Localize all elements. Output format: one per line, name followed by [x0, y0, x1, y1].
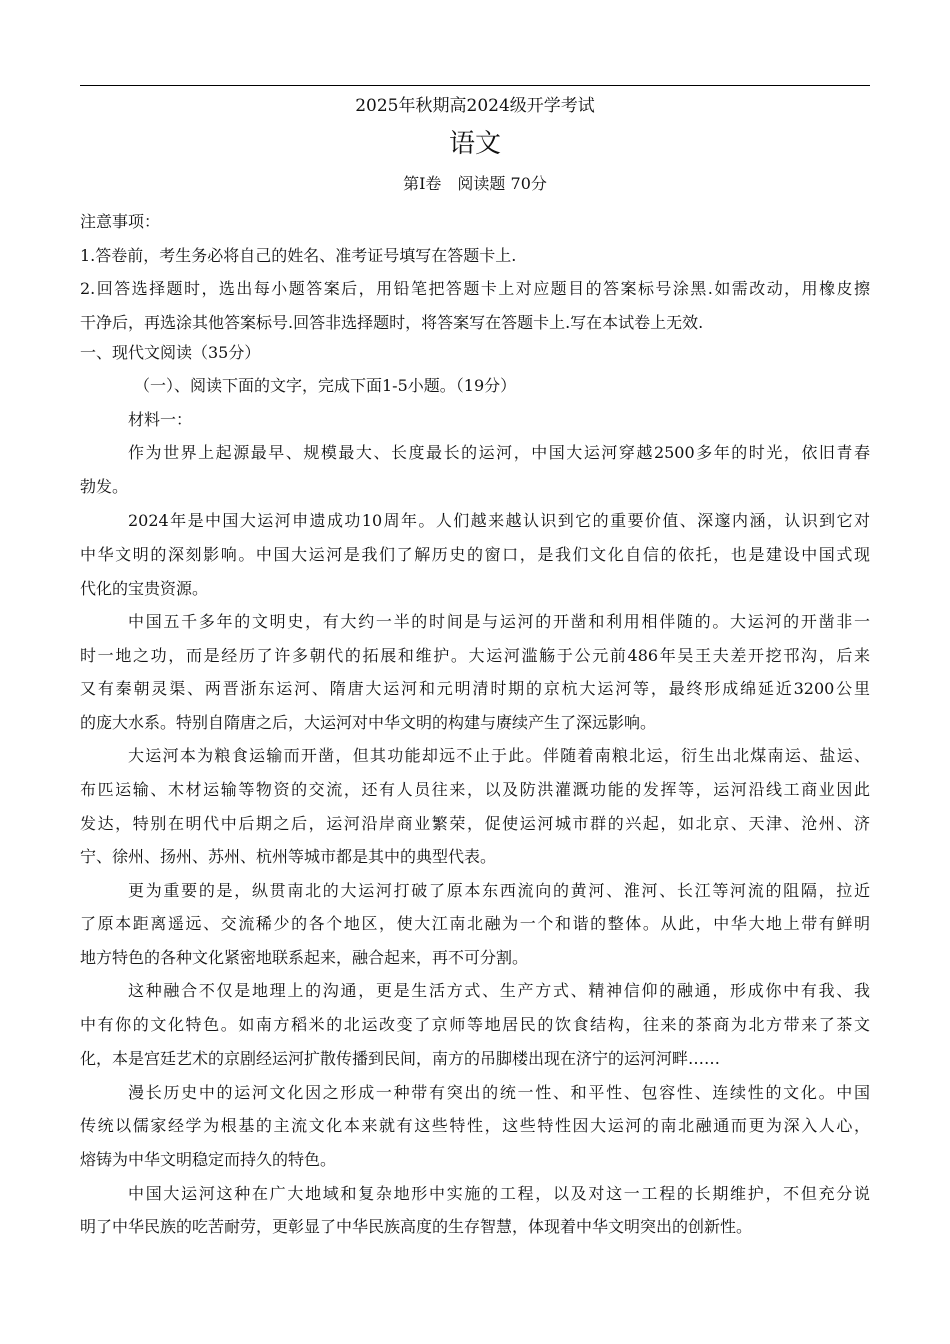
- top-rule: [80, 85, 870, 86]
- text-line: 化，本是宫廷艺术的京剧经运河扩散传播到民间，南方的吊脚楼出现在济宁的运河河畔……: [80, 1049, 721, 1068]
- section-heading: 第Ⅰ卷 阅读题 70分: [403, 174, 547, 193]
- notice-item-2-line-1: 2.回答选择题时，选出每小题答案后，用铅笔把答题卡上对应题目的答案标号涂黑.如需改动，用橡皮擦: [80, 279, 870, 298]
- text-line: 时一地之功，而是经历了许多朝代的拓展和维护。大运河滥觞于公元前486年吴王夫差开挖邗沟，后来: [80, 646, 870, 665]
- text-line: 中国大运河这种在广大地域和复杂地形中实施的工程，以及对这一工程的长期维护，不但充分说: [128, 1184, 870, 1203]
- text-line: 漫长历史中的运河文化因之形成一种带有突出的统一性、和平性、包容性、连续性的文化。中国: [128, 1083, 870, 1102]
- text-line: 2024年是中国大运河申遗成功10周年。人们越来越认识到它的重要价值、深邃内涵，认识到它对: [128, 511, 870, 530]
- text-line: 传统以儒家经学为根基的主流文化本来就有这些特性，这些特性因大运河的南北融通而更为深入人心，: [80, 1116, 870, 1135]
- subject-title: 语文: [448, 129, 501, 159]
- text-line: 宁、徐州、扬州、苏州、杭州等城市都是其中的典型代表。: [80, 847, 497, 866]
- text-line: 更为重要的是，纵贯南北的大运河打破了原本东西流向的黄河、淮河、长江等河流的阻隔，拉近: [128, 881, 870, 900]
- text-line: 地方特色的各种文化紧密地联系起来，融合起来，再不可分割。: [80, 948, 529, 967]
- text-line: 勃发。: [80, 477, 129, 496]
- text-line: 中有你的文化特色。如南方稻米的北运改变了京师等地居民的饮食结构，往来的茶商为北方带来了茶文: [80, 1015, 870, 1034]
- notice-item-1: 1.答卷前，考生务必将自己的姓名、准考证号填写在答题卡上.: [80, 246, 517, 265]
- text-line: 了原本距离遥远、交流稀少的各个地区，使大江南北融为一个和谐的整体。从此，中华大地上带有鲜明: [80, 914, 870, 933]
- text-line: 大运河本为粮食运输而开凿，但其功能却远不止于此。伴随着南粮北运，衍生出北煤南运、盐运、: [128, 746, 870, 765]
- part1-subheading: （一）、阅读下面的文字，完成下面1-5小题。（19分）: [134, 376, 517, 395]
- text-line: 中华文明的深刻影响。中国大运河是我们了解历史的窗口，是我们文化自信的依托，也是建设中国式现: [80, 545, 870, 564]
- notice-heading: 注意事项：: [80, 212, 161, 231]
- text-line: 这种融合不仅是地理上的沟通，更是生活方式、生产方式、精神信仰的融通，形成你中有我、我: [128, 981, 870, 1000]
- text-line: 发达，特别在明代中后期之后，运河沿岸商业繁荣，促使运河城市群的兴起，如北京、天津、沧州、济: [80, 814, 870, 833]
- text-line: 熔铸为中华文明稳定而持久的特色。: [80, 1150, 337, 1169]
- exam-title: 2025年秋期高2024级开学考试: [355, 96, 595, 116]
- part1-heading: 一、现代文阅读（35分）: [80, 343, 261, 362]
- text-line: 中国五千多年的文明史，有大约一半的时间是与运河的开凿和利用相伴随的。大运河的开凿非一: [128, 612, 870, 631]
- text-line: 又有秦朝灵渠、两晋浙东运河、隋唐大运河和元明清时期的京杭大运河等，最终形成绵延近3200公里: [80, 679, 870, 698]
- text-line: 作为世界上起源最早、规模最大、长度最长的运河，中国大运河穿越2500多年的时光，依旧青春: [128, 443, 870, 462]
- text-line: 代化的宝贵资源。: [80, 579, 209, 598]
- text-line: 布匹运输、木材运输等物资的交流，还有人员往来，以及防洪灌溉功能的发挥等，运河沿线工商业因此: [80, 780, 870, 799]
- text-line: 明了中华民族的吃苦耐劳，更彰显了中华民族高度的生存智慧，体现着中华文明突出的创新性。: [80, 1217, 753, 1236]
- material-label: 材料一：: [128, 410, 193, 429]
- text-line: 的庞大水系。特别自隋唐之后，大运河对中华文明的构建与赓续产生了深远影响。: [80, 713, 657, 732]
- notice-item-2-line-2: 干净后，再选涂其他答案标号.回答非选择题时，将答案写在答题卡上.写在本试卷上无效.: [80, 313, 704, 332]
